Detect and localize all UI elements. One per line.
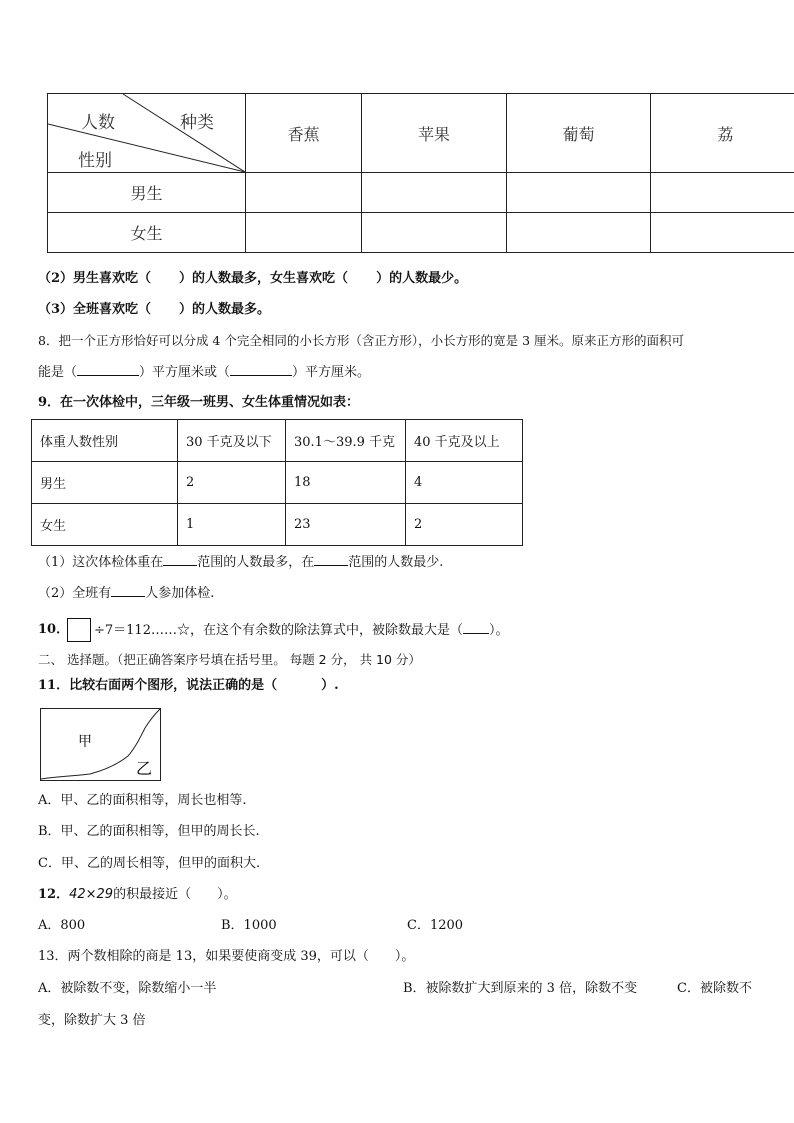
q11-option-c[interactable]: C．甲、乙的周长相等，但甲的面积大. <box>38 856 261 871</box>
corner-label-gender: 性别 <box>78 151 112 171</box>
column-header: 体重人数性别 <box>32 420 178 462</box>
answer-blank[interactable] <box>230 363 292 376</box>
q7-part2: （2）男生喜欢吃（ ）的人数最多，女生喜欢吃（ ）的人数最少。 <box>38 271 468 286</box>
q9-sub1: （1）这次体检体重在 范围的人数最多，在 范围的人数最少. <box>38 555 444 570</box>
region-label-jia: 甲 <box>78 734 92 750</box>
comparison-figure <box>40 708 162 782</box>
table-row <box>32 420 523 462</box>
table-row <box>32 462 523 504</box>
q13-option-c[interactable]: C．被除数不 <box>677 981 752 996</box>
q8-line2: 能是（ ）平方厘米或（ ）平方厘米。 <box>38 365 371 380</box>
row-label: 女生 <box>48 213 246 253</box>
q12-option-a[interactable]: A．800 <box>38 918 86 933</box>
table-row <box>48 213 794 253</box>
table-row <box>32 504 523 546</box>
row-label: 男生 <box>32 462 178 504</box>
q9-sub2: （2）全班有 人参加体检. <box>38 586 215 601</box>
table-cell: 18 <box>286 462 406 504</box>
column-header: 30 千克及以下 <box>178 420 286 462</box>
weight-table <box>31 419 523 546</box>
fruit-preference-table <box>47 93 794 253</box>
row-label: 女生 <box>32 504 178 546</box>
section-heading: 二、 选择题。（把正确答案序号填在括号里。 每题 2 分， 共 10 分） <box>38 652 421 667</box>
answer-cell[interactable] <box>506 213 651 253</box>
answer-cell[interactable] <box>246 173 362 213</box>
table-row <box>48 173 794 213</box>
table-cell: 1 <box>178 504 286 546</box>
region-label-yi: 乙 <box>136 759 153 778</box>
q13-stem: 13．两个数相除的商是 13，如果要使商变成 39，可以（ ）。 <box>38 949 415 964</box>
q12-option-c[interactable]: C．1200 <box>407 918 464 933</box>
answer-cell[interactable] <box>362 213 507 253</box>
q11-option-b[interactable]: B．甲、乙的面积相等，但甲的周长长. <box>38 824 260 839</box>
answer-blank[interactable] <box>163 553 197 566</box>
column-header: 40 千克及以上 <box>406 420 523 462</box>
q13-option-c-continued: 变，除数扩大 3 倍 <box>38 1013 146 1028</box>
row-label: 男生 <box>48 173 246 213</box>
answer-cell[interactable] <box>651 173 794 213</box>
column-header: 香蕉 <box>246 94 362 173</box>
q12-option-b[interactable]: B．1000 <box>221 918 277 933</box>
q11-stem: 11．比较右面两个图形，说法正确的是（ ）. <box>38 678 339 693</box>
answer-cell[interactable] <box>651 213 794 253</box>
q10-stem: ÷7＝112……☆，在这个有余数的除法算式中，被除数最大是（ ）。 <box>94 623 509 638</box>
column-header: 葡萄 <box>506 94 651 173</box>
q13-option-b[interactable]: B．被除数扩大到原来的 3 倍，除数不变 <box>403 981 638 996</box>
answer-blank[interactable] <box>314 553 348 566</box>
column-header: 荔 <box>651 94 794 173</box>
q7-part3: （3）全班喜欢吃（ ）的人数最多。 <box>38 302 271 317</box>
dividend-box[interactable] <box>67 618 91 642</box>
table-cell: 4 <box>406 462 523 504</box>
column-header: 30.1～39.9 千克 <box>286 420 406 462</box>
table-cell: 2 <box>406 504 523 546</box>
answer-cell[interactable] <box>506 173 651 213</box>
column-header: 苹果 <box>362 94 507 173</box>
corner-label-people: 人数 <box>81 113 115 133</box>
q8-line1: 8．把一个正方形恰好可以分成 4 个完全相同的小长方形（含正方形），小长方形的宽是 3 厘米。原来正方形的面积可 <box>38 333 685 348</box>
corner-label-kind: 种类 <box>180 113 214 133</box>
table-cell: 2 <box>178 462 286 504</box>
q10-num: 10． <box>38 622 70 637</box>
answer-blank[interactable] <box>111 584 145 597</box>
answer-cell[interactable] <box>362 173 507 213</box>
q9-intro: 9．在一次体检中，三年级一班男、女生体重情况如表： <box>38 395 360 410</box>
q13-option-a[interactable]: A．被除数不变，除数缩小一半 <box>38 981 217 996</box>
answer-blank[interactable] <box>463 621 489 634</box>
q11-option-a[interactable]: A．甲、乙的面积相等，周长也相等. <box>38 793 247 808</box>
table-corner-cell <box>48 94 246 173</box>
q12-stem: 12．42×29的积最接近（ ）。 <box>38 887 237 902</box>
table-cell: 23 <box>286 504 406 546</box>
answer-cell[interactable] <box>246 213 362 253</box>
answer-blank[interactable] <box>77 363 139 376</box>
